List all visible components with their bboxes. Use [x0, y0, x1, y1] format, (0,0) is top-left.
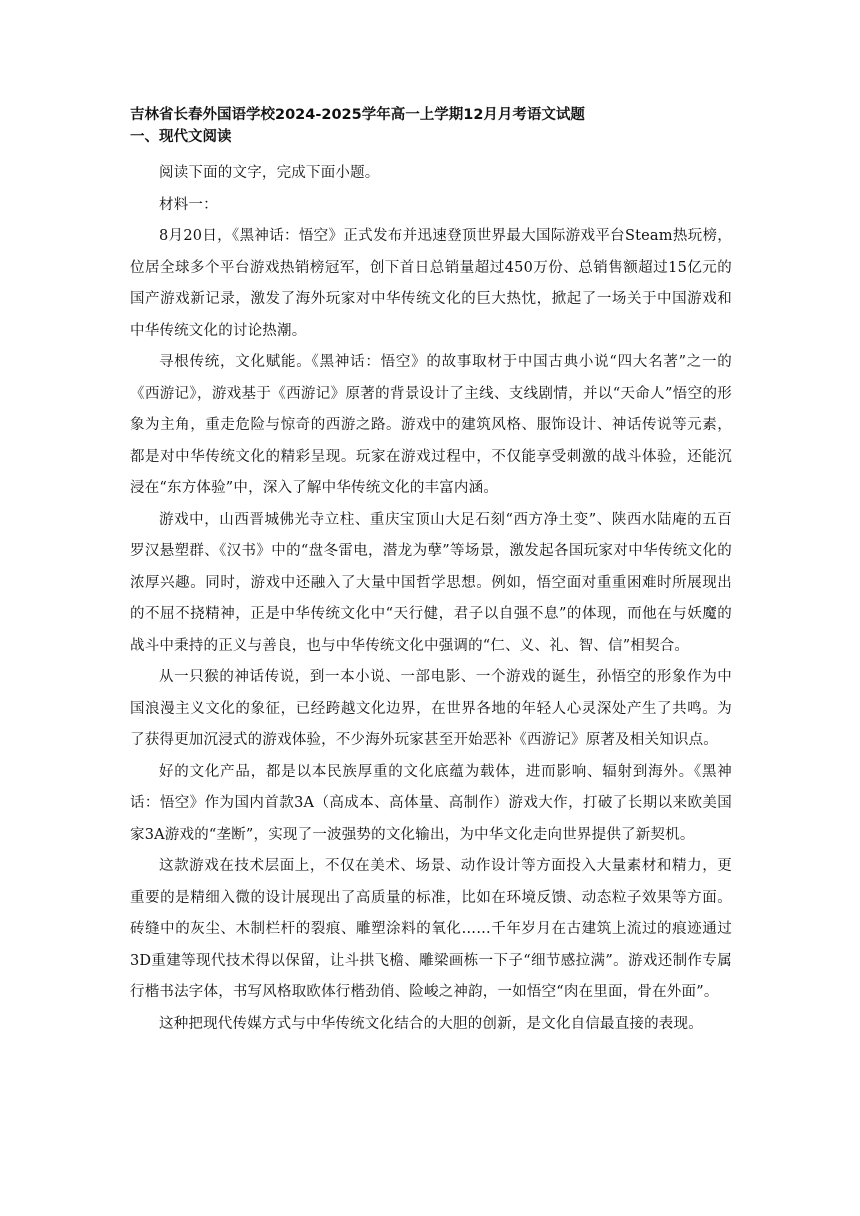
paragraph: 这款游戏在技术层面上，不仅在美术、场景、动作设计等方面投入大量素材和精力，更重要的是精细入微的设计展现出了高质量的标准，比如在环境反馈、动态粒子效果等方面。砖缝中的灰尘、木制栏杆的裂痕、雕塑涂料的氧化……千年岁月在古建筑上流过的痕迹通过3D重建等现代技术得以保留，让斗拱飞檐、雕梁画栋一下子“细节感拉满”。游戏还制作专属行楷书法字体，书写风格取欧体行楷劲俏、险峻之神韵，一如悟空“肉在里面，骨在外面”。	[130, 858, 732, 1000]
paragraph: 好的文化产品，都是以本民族厚重的文化底蕴为载体，进而影响、辐射到海外。《黑神话：悟空》作为国内首款3A（高成本、高体量、高制作）游戏大作，打破了长期以来欧美国家3A游戏的“垄断”，实现了一波强势的文化输出，为中华文化走向世界提供了新契机。	[130, 763, 732, 843]
paragraph: 游戏中，山西晋城佛光寺立柱、重庆宝顶山大足石刻“西方净土变”、陕西水陆庵的五百罗汉悬塑群、《汉书》中的“盘冬雷电，潜龙为孽”等场景，激发起各国玩家对中华传统文化的浓厚兴趣。同时，游戏中还融入了大量中国哲学思想。例如，悟空面对重重困难时所展现出的不屈不挠精神，正是中华传统文化中“天行健，君子以自强不息”的体现，而他在与妖魔的战斗中秉持的正义与善良，也与中华传统文化中强调的“仁、义、礼、智、信”相契合。	[130, 511, 732, 654]
paragraph: 这种把现代传媒方式与中华传统文化结合的大胆的创新，是文化自信最直接的表现。	[159, 1015, 703, 1032]
material-label: 材料一：	[159, 196, 218, 213]
document-body	[130, 104, 732, 1040]
document-title: 吉林省长春外国语学校2024-2025学年高一上学期12月月考语文试题	[130, 107, 585, 123]
section-heading: 一、现代文阅读	[130, 129, 232, 145]
paragraph: 8月20日，《黑神话：悟空》正式发布并迅速登顶世界最大国际游戏平台Steam热玩榜，位居全球多个平台游戏热销榜冠军，创下首日总销量超过450万份、总销售额超过15亿元的国产游戏新记录，激发了海外玩家对中华传统文化的巨大热忱，掀起了一场关于中国游戏和中华传统文化的讨论热潮。	[130, 228, 732, 339]
paragraph: 寻根传统，文化赋能。《黑神话：悟空》的故事取材于中国古典小说“四大名著”之一的《西游记》，游戏基于《西游记》原著的背景设计了主线、支线剧情，并以“天命人”悟空的形象为主角，重走危险与惊奇的西游之路。游戏中的建筑风格、服饰设计、神话传说等元素，都是对中华传统文化的精彩呈现。玩家在游戏过程中，不仅能享受刺激的战斗体验，还能沉浸在“东方体验”中，深入了解中华传统文化的丰富内涵。	[130, 354, 732, 496]
reading-instruction: 阅读下面的文字，完成下面小题。	[159, 165, 380, 181]
paragraph: 从一只猴的神话传说，到一本小说、一部电影、一个游戏的诞生，孙悟空的形象作为中国浪漫主义文化的象征，已经跨越文化边界，在世界各地的年轻人心灵深处产生了共鸣。为了获得更加沉浸式的游戏体验，不少海外玩家甚至开始恶补《西游记》原著及相关知识点。	[130, 669, 732, 748]
